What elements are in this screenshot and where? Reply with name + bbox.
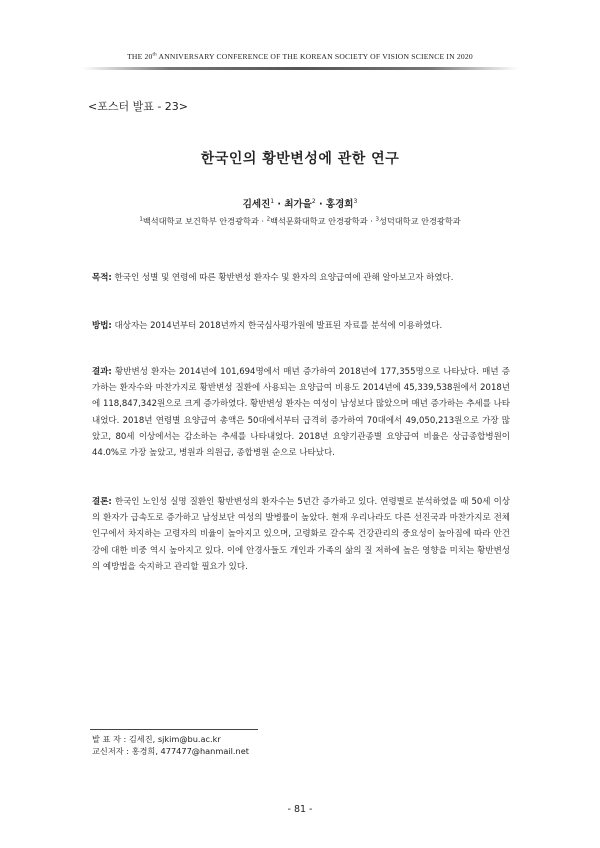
abstract-result — [92, 364, 510, 461]
purpose-text: 한국인 성별 및 연령에 따른 황반변성 환자수 및 환자의 요양급여에 관해 알아보고자 하였다. — [111, 273, 454, 283]
author-1: 김세진 — [242, 199, 271, 210]
author-2: 최가을 — [284, 199, 312, 210]
method-text: 대상자는 2014년부터 2018년까지 한국심사평가원에 발표된 자료를 분석에 이용하였다. — [111, 321, 443, 331]
footnote-rule — [90, 729, 258, 730]
author-3: 홍경희 — [325, 199, 354, 210]
method-label: 방법: — [92, 321, 112, 331]
paper-title: 한국인의 황반변성에 관한 연구 — [200, 151, 400, 167]
conclusion-text: 한국인 노인성 실명 질환인 황반변성의 환자수는 5년간 증가하고 있다. 연령별로 분석하였을 때 50세 이상의 환자가 급속도로 증가하고 남성보단 여성의 발병률이 높았다. 현재 우리나라도 다른 선진국과 마찬가지로 전체 인구에서 차지하는 고령자의 비율이 높아지고 있으며, 고령화로 갈수록 건강관리의 중요성이 높아짐에 따라 안건강에 대한 비중 역시 높아지고 있다. 이에 안경사들도 개인과 가족의 삶의 질 저하에 높은 영향을 미치는 황반변성의 예방법을 숙지하고 관리할 필요가 있다. — [92, 497, 510, 572]
footnote-corresponding: 교신저자 : 홍경희, 477477@hanmail.net — [92, 746, 249, 756]
abstract-conclusion — [92, 494, 510, 575]
purpose-label: 목적: — [92, 273, 112, 283]
abstract-purpose — [92, 270, 510, 286]
result-label: 결과: — [92, 367, 112, 377]
result-text: 황반변성 환자는 2014년에 101,694명에서 매년 증가하여 2018년에 177,355명으로 나타났다. 매년 증가하는 환자수와 마찬가지로 황반변성 질환에 사용되는 요양급여 비용도 2014년에 45,339,538원에서 2018년에 118,847,342원으로 크게 증가하였다. 황반변성 환자는 여성이 남성보다 많았으며 매년 증가하는 추세를 나타내었다. 2018년 연령별 요양급여 총액은 50대에서부터 급격히 증가하여 70대에서 49,050,213원으로 가장 많았고, 80세 이상에서는 감소하는 추세를 나타내었다. 2018년 요양기관종별 요양급여 비율은 상급종합병원이 44.0%로 가장 높았고, 병원과 의원급, 종합병원 순으로 나타났다. — [92, 367, 510, 459]
author-list: 김세진$^1$ · 최가을$^2$ · 홍경희$^3$ — [242, 197, 358, 210]
header-rule — [82, 67, 518, 70]
abstract-method — [92, 318, 510, 334]
page-number: - 81 - — [287, 804, 313, 815]
footnote-presenter: 발 표 자 : 김세진, sjkim@bu.ac.kr — [92, 734, 221, 744]
affiliations: $^1$백석대학교 보건학부 안경광학과 · $^2$백석문화대학교 안경광학과 · $^3$성덕대학교 안경광학과 — [139, 216, 461, 226]
running-header: THE 20th ANNIVERSARY CONFERENCE OF THE KOREAN SOCIETY OF VISION SCIENCE IN 2020 — [127, 52, 473, 61]
section-label: <포스터 발표 - 23> — [88, 100, 189, 113]
conclusion-label: 결론: — [92, 497, 112, 507]
